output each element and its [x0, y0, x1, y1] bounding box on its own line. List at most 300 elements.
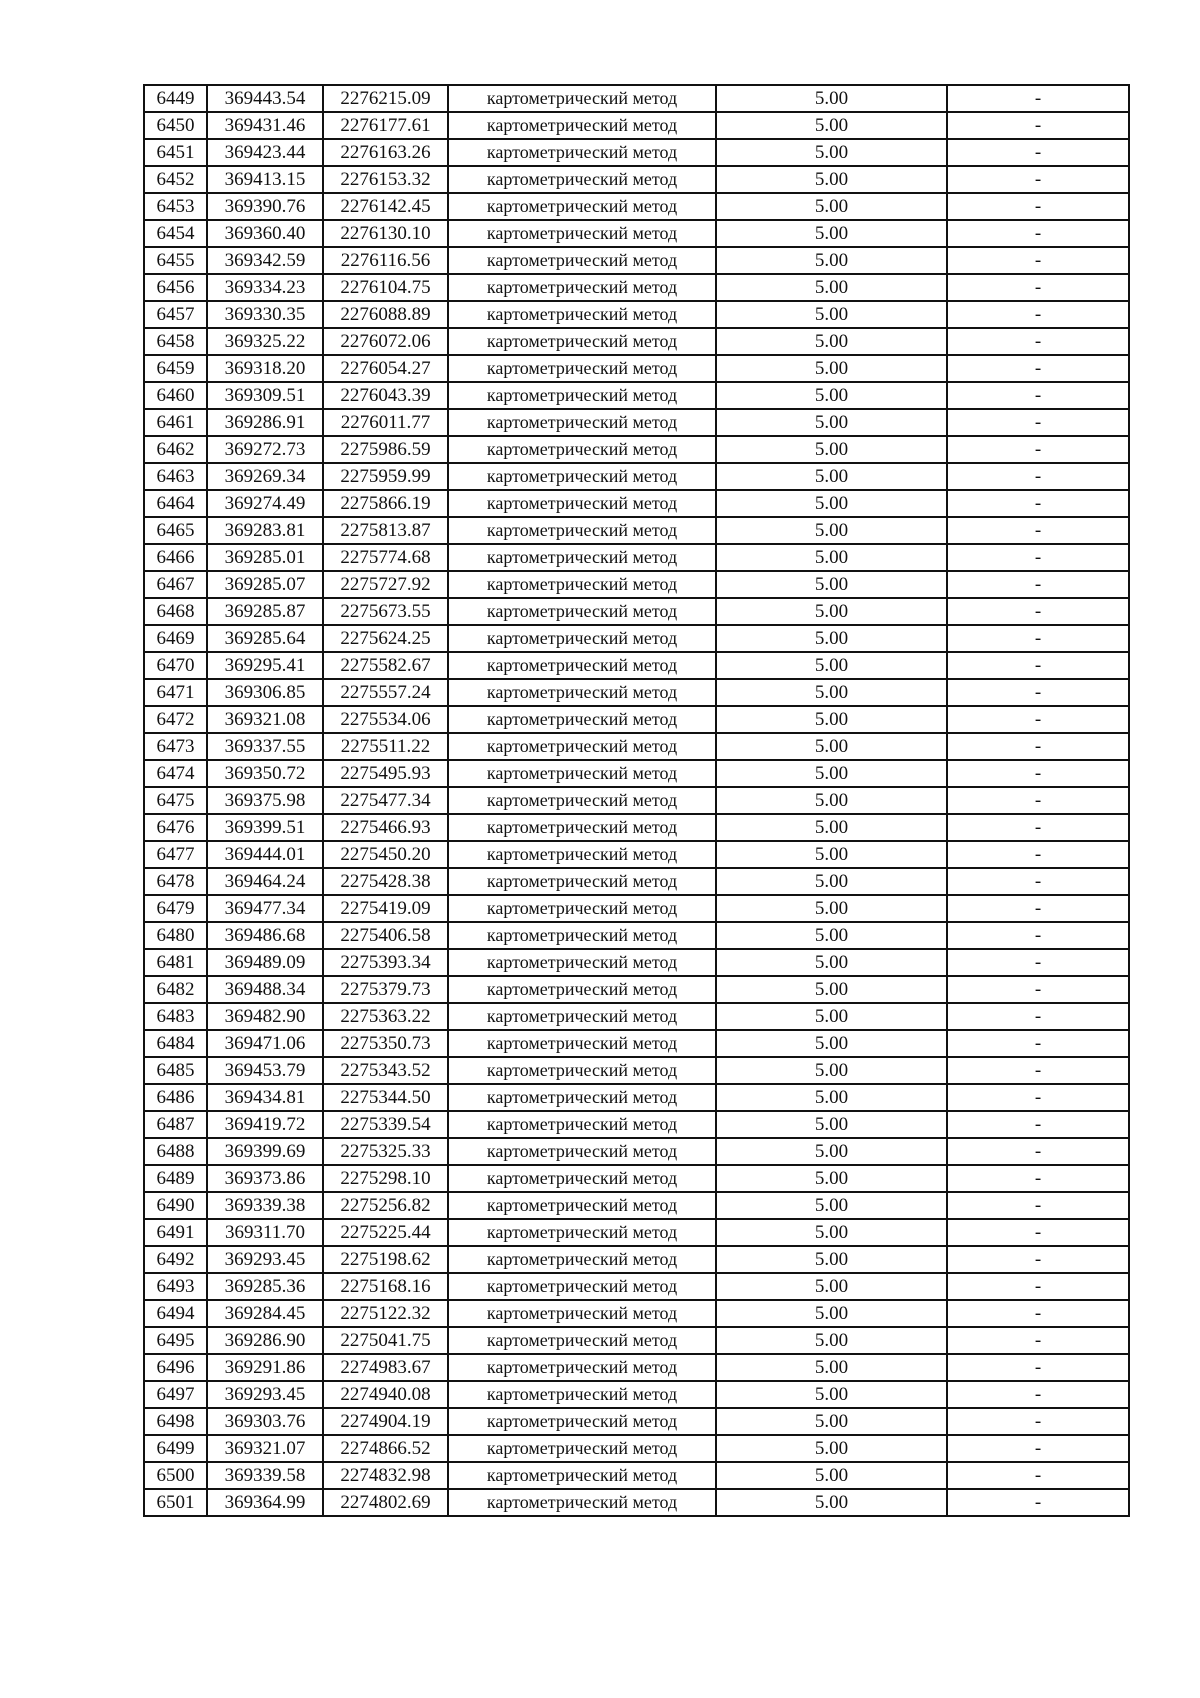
method-cell: картометрический метод [448, 1327, 716, 1354]
point-number-cell: 6496 [144, 1354, 207, 1381]
table-row [144, 706, 1129, 733]
x-coordinate-cell: 369284.45 [207, 1300, 323, 1327]
x-coordinate-cell: 369360.40 [207, 220, 323, 247]
y-coordinate-cell: 2275727.92 [323, 571, 448, 598]
method-cell: картометрический метод [448, 841, 716, 868]
description-cell: - [947, 274, 1129, 301]
description-cell: - [947, 841, 1129, 868]
method-cell: картометрический метод [448, 1435, 716, 1462]
point-number-cell: 6465 [144, 517, 207, 544]
x-coordinate-cell: 369286.90 [207, 1327, 323, 1354]
point-number-cell: 6495 [144, 1327, 207, 1354]
y-coordinate-cell: 2275428.38 [323, 868, 448, 895]
x-coordinate-cell: 369339.58 [207, 1462, 323, 1489]
point-number-cell: 6500 [144, 1462, 207, 1489]
y-coordinate-cell: 2275986.59 [323, 436, 448, 463]
method-cell: картометрический метод [448, 733, 716, 760]
point-number-cell: 6453 [144, 193, 207, 220]
table-row [144, 220, 1129, 247]
x-coordinate-cell: 369399.51 [207, 814, 323, 841]
precision-cell: 5.00 [716, 1489, 947, 1516]
table-row [144, 328, 1129, 355]
table-row [144, 895, 1129, 922]
description-cell: - [947, 1057, 1129, 1084]
method-cell: картометрический метод [448, 247, 716, 274]
x-coordinate-cell: 369399.69 [207, 1138, 323, 1165]
precision-cell: 5.00 [716, 976, 947, 1003]
table-row [144, 1165, 1129, 1192]
x-coordinate-cell: 369272.73 [207, 436, 323, 463]
y-coordinate-cell: 2275406.58 [323, 922, 448, 949]
method-cell: картометрический метод [448, 220, 716, 247]
point-number-cell: 6466 [144, 544, 207, 571]
y-coordinate-cell: 2275557.24 [323, 679, 448, 706]
precision-cell: 5.00 [716, 868, 947, 895]
method-cell: картометрический метод [448, 787, 716, 814]
table-row [144, 1219, 1129, 1246]
method-cell: картометрический метод [448, 436, 716, 463]
x-coordinate-cell: 369443.54 [207, 85, 323, 112]
point-number-cell: 6469 [144, 625, 207, 652]
precision-cell: 5.00 [716, 544, 947, 571]
x-coordinate-cell: 369311.70 [207, 1219, 323, 1246]
x-coordinate-cell: 369285.07 [207, 571, 323, 598]
precision-cell: 5.00 [716, 112, 947, 139]
point-number-cell: 6468 [144, 598, 207, 625]
point-number-cell: 6455 [144, 247, 207, 274]
y-coordinate-cell: 2275466.93 [323, 814, 448, 841]
method-cell: картометрический метод [448, 679, 716, 706]
table-row [144, 598, 1129, 625]
method-cell: картометрический метод [448, 571, 716, 598]
method-cell: картометрический метод [448, 706, 716, 733]
description-cell: - [947, 679, 1129, 706]
description-cell: - [947, 922, 1129, 949]
precision-cell: 5.00 [716, 436, 947, 463]
x-coordinate-cell: 369453.79 [207, 1057, 323, 1084]
description-cell: - [947, 1111, 1129, 1138]
point-number-cell: 6461 [144, 409, 207, 436]
precision-cell: 5.00 [716, 1192, 947, 1219]
x-coordinate-cell: 369285.01 [207, 544, 323, 571]
y-coordinate-cell: 2276163.26 [323, 139, 448, 166]
description-cell: - [947, 949, 1129, 976]
table-row [144, 922, 1129, 949]
table-row [144, 517, 1129, 544]
description-cell: - [947, 328, 1129, 355]
x-coordinate-cell: 369489.09 [207, 949, 323, 976]
precision-cell: 5.00 [716, 328, 947, 355]
y-coordinate-cell: 2276142.45 [323, 193, 448, 220]
y-coordinate-cell: 2275343.52 [323, 1057, 448, 1084]
method-cell: картометрический метод [448, 166, 716, 193]
precision-cell: 5.00 [716, 1435, 947, 1462]
x-coordinate-cell: 369390.76 [207, 193, 323, 220]
x-coordinate-cell: 369325.22 [207, 328, 323, 355]
precision-cell: 5.00 [716, 274, 947, 301]
x-coordinate-cell: 369274.49 [207, 490, 323, 517]
x-coordinate-cell: 369285.36 [207, 1273, 323, 1300]
precision-cell: 5.00 [716, 760, 947, 787]
y-coordinate-cell: 2275534.06 [323, 706, 448, 733]
x-coordinate-cell: 369337.55 [207, 733, 323, 760]
table-row [144, 301, 1129, 328]
method-cell: картометрический метод [448, 652, 716, 679]
description-cell: - [947, 463, 1129, 490]
point-number-cell: 6498 [144, 1408, 207, 1435]
table-row [144, 1435, 1129, 1462]
precision-cell: 5.00 [716, 490, 947, 517]
table-row [144, 1246, 1129, 1273]
table-row [144, 1138, 1129, 1165]
description-cell: - [947, 868, 1129, 895]
table-row [144, 625, 1129, 652]
point-number-cell: 6456 [144, 274, 207, 301]
point-number-cell: 6464 [144, 490, 207, 517]
point-number-cell: 6475 [144, 787, 207, 814]
x-coordinate-cell: 369477.34 [207, 895, 323, 922]
table-row [144, 436, 1129, 463]
method-cell: картометрический метод [448, 301, 716, 328]
table-row [144, 1111, 1129, 1138]
point-number-cell: 6449 [144, 85, 207, 112]
precision-cell: 5.00 [716, 409, 947, 436]
point-number-cell: 6467 [144, 571, 207, 598]
precision-cell: 5.00 [716, 598, 947, 625]
description-cell: - [947, 166, 1129, 193]
precision-cell: 5.00 [716, 1003, 947, 1030]
y-coordinate-cell: 2275325.33 [323, 1138, 448, 1165]
point-number-cell: 6499 [144, 1435, 207, 1462]
x-coordinate-cell: 369295.41 [207, 652, 323, 679]
method-cell: картометрический метод [448, 1165, 716, 1192]
description-cell: - [947, 1408, 1129, 1435]
x-coordinate-cell: 369486.68 [207, 922, 323, 949]
y-coordinate-cell: 2276104.75 [323, 274, 448, 301]
method-cell: картометрический метод [448, 139, 716, 166]
y-coordinate-cell: 2276043.39 [323, 382, 448, 409]
point-number-cell: 6454 [144, 220, 207, 247]
y-coordinate-cell: 2276215.09 [323, 85, 448, 112]
point-number-cell: 6484 [144, 1030, 207, 1057]
y-coordinate-cell: 2275041.75 [323, 1327, 448, 1354]
description-cell: - [947, 1192, 1129, 1219]
description-cell: - [947, 1219, 1129, 1246]
y-coordinate-cell: 2275198.62 [323, 1246, 448, 1273]
precision-cell: 5.00 [716, 1057, 947, 1084]
point-number-cell: 6473 [144, 733, 207, 760]
y-coordinate-cell: 2275582.67 [323, 652, 448, 679]
precision-cell: 5.00 [716, 1030, 947, 1057]
table-row [144, 868, 1129, 895]
y-coordinate-cell: 2275256.82 [323, 1192, 448, 1219]
precision-cell: 5.00 [716, 949, 947, 976]
precision-cell: 5.00 [716, 1138, 947, 1165]
description-cell: - [947, 625, 1129, 652]
point-number-cell: 6481 [144, 949, 207, 976]
x-coordinate-cell: 369488.34 [207, 976, 323, 1003]
y-coordinate-cell: 2276177.61 [323, 112, 448, 139]
point-number-cell: 6458 [144, 328, 207, 355]
table-row [144, 274, 1129, 301]
precision-cell: 5.00 [716, 85, 947, 112]
x-coordinate-cell: 369334.23 [207, 274, 323, 301]
table-row [144, 1057, 1129, 1084]
description-cell: - [947, 436, 1129, 463]
method-cell: картометрический метод [448, 1273, 716, 1300]
point-number-cell: 6478 [144, 868, 207, 895]
precision-cell: 5.00 [716, 1219, 947, 1246]
table-row [144, 1408, 1129, 1435]
precision-cell: 5.00 [716, 922, 947, 949]
table-row [144, 1003, 1129, 1030]
point-number-cell: 6474 [144, 760, 207, 787]
description-cell: - [947, 355, 1129, 382]
method-cell: картометрический метод [448, 895, 716, 922]
x-coordinate-cell: 369318.20 [207, 355, 323, 382]
y-coordinate-cell: 2274983.67 [323, 1354, 448, 1381]
x-coordinate-cell: 369306.85 [207, 679, 323, 706]
table-row [144, 949, 1129, 976]
method-cell: картометрический метод [448, 922, 716, 949]
method-cell: картометрический метод [448, 1111, 716, 1138]
precision-cell: 5.00 [716, 139, 947, 166]
x-coordinate-cell: 369283.81 [207, 517, 323, 544]
precision-cell: 5.00 [716, 1408, 947, 1435]
x-coordinate-cell: 369339.38 [207, 1192, 323, 1219]
y-coordinate-cell: 2275339.54 [323, 1111, 448, 1138]
y-coordinate-cell: 2274866.52 [323, 1435, 448, 1462]
description-cell: - [947, 544, 1129, 571]
point-number-cell: 6479 [144, 895, 207, 922]
point-number-cell: 6457 [144, 301, 207, 328]
x-coordinate-cell: 369482.90 [207, 1003, 323, 1030]
y-coordinate-cell: 2275774.68 [323, 544, 448, 571]
coordinates-table [143, 84, 1130, 1517]
x-coordinate-cell: 369269.34 [207, 463, 323, 490]
description-cell: - [947, 193, 1129, 220]
method-cell: картометрический метод [448, 517, 716, 544]
y-coordinate-cell: 2275511.22 [323, 733, 448, 760]
table-row [144, 1354, 1129, 1381]
precision-cell: 5.00 [716, 571, 947, 598]
y-coordinate-cell: 2274832.98 [323, 1462, 448, 1489]
table-row [144, 733, 1129, 760]
point-number-cell: 6497 [144, 1381, 207, 1408]
x-coordinate-cell: 369321.07 [207, 1435, 323, 1462]
table-row [144, 382, 1129, 409]
table-row [144, 1300, 1129, 1327]
x-coordinate-cell: 369434.81 [207, 1084, 323, 1111]
coordinates-table-body [144, 85, 1129, 1516]
method-cell: картометрический метод [448, 976, 716, 1003]
method-cell: картометрический метод [448, 490, 716, 517]
description-cell: - [947, 1246, 1129, 1273]
table-row [144, 355, 1129, 382]
precision-cell: 5.00 [716, 814, 947, 841]
table-row [144, 85, 1129, 112]
description-cell: - [947, 1300, 1129, 1327]
precision-cell: 5.00 [716, 1273, 947, 1300]
point-number-cell: 6462 [144, 436, 207, 463]
method-cell: картометрический метод [448, 355, 716, 382]
table-row [144, 490, 1129, 517]
x-coordinate-cell: 369291.86 [207, 1354, 323, 1381]
y-coordinate-cell: 2275379.73 [323, 976, 448, 1003]
description-cell: - [947, 139, 1129, 166]
y-coordinate-cell: 2276130.10 [323, 220, 448, 247]
x-coordinate-cell: 369293.45 [207, 1381, 323, 1408]
y-coordinate-cell: 2275813.87 [323, 517, 448, 544]
x-coordinate-cell: 369364.99 [207, 1489, 323, 1516]
point-number-cell: 6470 [144, 652, 207, 679]
point-number-cell: 6480 [144, 922, 207, 949]
description-cell: - [947, 301, 1129, 328]
precision-cell: 5.00 [716, 463, 947, 490]
x-coordinate-cell: 369350.72 [207, 760, 323, 787]
x-coordinate-cell: 369285.87 [207, 598, 323, 625]
description-cell: - [947, 706, 1129, 733]
table-row [144, 112, 1129, 139]
description-cell: - [947, 733, 1129, 760]
table-row [144, 1381, 1129, 1408]
x-coordinate-cell: 369285.64 [207, 625, 323, 652]
method-cell: картометрический метод [448, 1192, 716, 1219]
method-cell: картометрический метод [448, 1408, 716, 1435]
x-coordinate-cell: 369464.24 [207, 868, 323, 895]
description-cell: - [947, 571, 1129, 598]
description-cell: - [947, 112, 1129, 139]
point-number-cell: 6452 [144, 166, 207, 193]
x-coordinate-cell: 369293.45 [207, 1246, 323, 1273]
description-cell: - [947, 490, 1129, 517]
point-number-cell: 6482 [144, 976, 207, 1003]
table-row [144, 1030, 1129, 1057]
precision-cell: 5.00 [716, 193, 947, 220]
description-cell: - [947, 1084, 1129, 1111]
x-coordinate-cell: 369330.35 [207, 301, 323, 328]
table-row [144, 193, 1129, 220]
y-coordinate-cell: 2274940.08 [323, 1381, 448, 1408]
x-coordinate-cell: 369375.98 [207, 787, 323, 814]
precision-cell: 5.00 [716, 1165, 947, 1192]
description-cell: - [947, 1165, 1129, 1192]
table-row [144, 652, 1129, 679]
y-coordinate-cell: 2275673.55 [323, 598, 448, 625]
precision-cell: 5.00 [716, 733, 947, 760]
method-cell: картометрический метод [448, 760, 716, 787]
method-cell: картометрический метод [448, 949, 716, 976]
description-cell: - [947, 1327, 1129, 1354]
y-coordinate-cell: 2275344.50 [323, 1084, 448, 1111]
point-number-cell: 6492 [144, 1246, 207, 1273]
method-cell: картометрический метод [448, 193, 716, 220]
y-coordinate-cell: 2275959.99 [323, 463, 448, 490]
description-cell: - [947, 1489, 1129, 1516]
precision-cell: 5.00 [716, 355, 947, 382]
table-row [144, 247, 1129, 274]
description-cell: - [947, 1003, 1129, 1030]
table-row [144, 1327, 1129, 1354]
method-cell: картометрический метод [448, 1003, 716, 1030]
point-number-cell: 6486 [144, 1084, 207, 1111]
description-cell: - [947, 1030, 1129, 1057]
description-cell: - [947, 247, 1129, 274]
table-row [144, 760, 1129, 787]
x-coordinate-cell: 369309.51 [207, 382, 323, 409]
precision-cell: 5.00 [716, 652, 947, 679]
x-coordinate-cell: 369419.72 [207, 1111, 323, 1138]
description-cell: - [947, 895, 1129, 922]
point-number-cell: 6483 [144, 1003, 207, 1030]
description-cell: - [947, 1138, 1129, 1165]
precision-cell: 5.00 [716, 1462, 947, 1489]
precision-cell: 5.00 [716, 1354, 947, 1381]
table-row [144, 1489, 1129, 1516]
method-cell: картометрический метод [448, 1057, 716, 1084]
point-number-cell: 6450 [144, 112, 207, 139]
point-number-cell: 6471 [144, 679, 207, 706]
table-row [144, 1273, 1129, 1300]
method-cell: картометрический метод [448, 1246, 716, 1273]
x-coordinate-cell: 369444.01 [207, 841, 323, 868]
x-coordinate-cell: 369286.91 [207, 409, 323, 436]
method-cell: картометрический метод [448, 463, 716, 490]
table-row [144, 976, 1129, 1003]
x-coordinate-cell: 369431.46 [207, 112, 323, 139]
precision-cell: 5.00 [716, 166, 947, 193]
x-coordinate-cell: 369321.08 [207, 706, 323, 733]
description-cell: - [947, 85, 1129, 112]
table-row [144, 1192, 1129, 1219]
point-number-cell: 6463 [144, 463, 207, 490]
point-number-cell: 6477 [144, 841, 207, 868]
description-cell: - [947, 760, 1129, 787]
precision-cell: 5.00 [716, 787, 947, 814]
x-coordinate-cell: 369373.86 [207, 1165, 323, 1192]
y-coordinate-cell: 2276072.06 [323, 328, 448, 355]
method-cell: картометрический метод [448, 274, 716, 301]
method-cell: картометрический метод [448, 1084, 716, 1111]
table-row [144, 571, 1129, 598]
description-cell: - [947, 1435, 1129, 1462]
point-number-cell: 6451 [144, 139, 207, 166]
y-coordinate-cell: 2276054.27 [323, 355, 448, 382]
point-number-cell: 6491 [144, 1219, 207, 1246]
table-row [144, 841, 1129, 868]
table-row [144, 679, 1129, 706]
y-coordinate-cell: 2275168.16 [323, 1273, 448, 1300]
precision-cell: 5.00 [716, 1381, 947, 1408]
point-number-cell: 6459 [144, 355, 207, 382]
precision-cell: 5.00 [716, 841, 947, 868]
y-coordinate-cell: 2275866.19 [323, 490, 448, 517]
method-cell: картометрический метод [448, 598, 716, 625]
point-number-cell: 6493 [144, 1273, 207, 1300]
y-coordinate-cell: 2276088.89 [323, 301, 448, 328]
y-coordinate-cell: 2275298.10 [323, 1165, 448, 1192]
method-cell: картометрический метод [448, 85, 716, 112]
method-cell: картометрический метод [448, 1300, 716, 1327]
point-number-cell: 6485 [144, 1057, 207, 1084]
table-row [144, 409, 1129, 436]
description-cell: - [947, 517, 1129, 544]
precision-cell: 5.00 [716, 382, 947, 409]
x-coordinate-cell: 369342.59 [207, 247, 323, 274]
y-coordinate-cell: 2275624.25 [323, 625, 448, 652]
method-cell: картометрический метод [448, 1030, 716, 1057]
description-cell: - [947, 220, 1129, 247]
